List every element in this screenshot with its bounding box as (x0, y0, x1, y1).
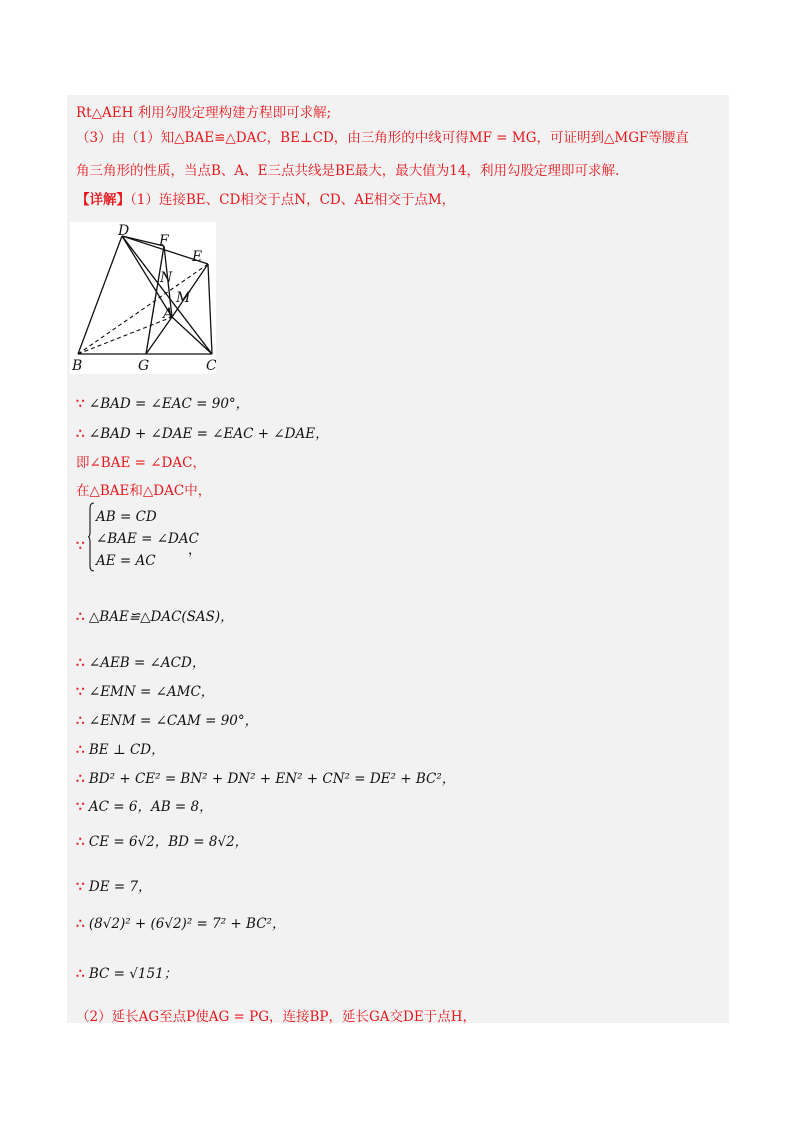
equation-system (96, 506, 199, 572)
proof-text-2: ∠BAD + ∠DAE = ∠EAC + ∠DAE， (88, 426, 329, 442)
text-line-last: （2）延长AG至点P使AG = PG，连接BP，延长GA交DE于点H， (76, 1009, 476, 1025)
proof-text-5: △BAE≌△DAC(SAS)， (88, 609, 234, 625)
label-N: N (160, 270, 173, 286)
label-A: A (163, 306, 174, 322)
proof-line-5 (76, 605, 234, 625)
proof-line-14 (76, 912, 285, 932)
proof-text-15: BC = √151； (88, 966, 178, 982)
because-symbol-4: ∵ (76, 799, 85, 815)
proof-text-6: ∠AEB = ∠ACD， (88, 655, 206, 671)
text-line-2: （3）由（1）知△BAE≌△DAC，BE⊥CD，由三角形的中线可得MF = MG，可证明到△MGF等腰直 (76, 130, 689, 146)
proof-line-8 (76, 709, 258, 729)
detail-text: （1）连接BE、CD相交于点N，CD、AE相交于点M， (130, 192, 456, 208)
therefore-symbol-3: ∴ (76, 655, 85, 671)
because-symbol-2: ∵ (76, 538, 85, 554)
proof-line-1 (76, 392, 249, 412)
proof-text-9: BE ⊥ CD， (88, 742, 165, 758)
label-C: C (206, 358, 216, 374)
label-D: D (118, 223, 130, 239)
proof-text-14: (8√2)² + (6√2)² = 7² + BC²， (88, 916, 286, 932)
therefore-symbol-6: ∴ (76, 771, 85, 787)
therefore-symbol-9: ∴ (76, 966, 85, 982)
label-E: E (192, 249, 203, 265)
proof-text-13: DE = 7， (88, 879, 152, 895)
therefore-symbol-8: ∴ (76, 916, 85, 932)
proof-line-system-symbol (76, 538, 85, 554)
proof-text-8: ∠ENM = ∠CAM = 90°， (88, 713, 259, 729)
proof-line-3: 即∠BAE = ∠DAC， (76, 455, 206, 471)
proof-line-10 (76, 767, 455, 787)
system-eq-2: ∠BAE = ∠DAC (96, 531, 199, 547)
label-F: F (159, 233, 169, 249)
therefore-symbol-2: ∴ (76, 609, 85, 625)
therefore-symbol-7: ∴ (76, 834, 85, 850)
system-eq-1: AB = CD (96, 509, 157, 525)
proof-line-13 (76, 875, 152, 895)
proof-text-10: BD² + CE² = BN² + DN² + EN² + CN² = DE² + BC²， (88, 771, 456, 787)
label-G: G (138, 358, 150, 374)
label-B: B (72, 358, 83, 374)
proof-text-11: AC = 6，AB = 8， (88, 799, 213, 815)
proof-line-12 (76, 830, 248, 850)
text-line-4 (76, 188, 455, 208)
detail-tag: 【详解】 (76, 192, 130, 208)
therefore-symbol-4: ∴ (76, 713, 85, 729)
proof-line-4: 在△BAE和△DAC中， (76, 483, 212, 499)
proof-line-6 (76, 651, 205, 671)
proof-line-7 (76, 680, 214, 700)
geometry-diagram (70, 222, 216, 374)
geometry-figure (70, 222, 216, 374)
proof-line-2 (76, 422, 329, 442)
proof-line-15 (76, 962, 177, 982)
proof-text-7: ∠EMN = ∠AMC， (88, 684, 215, 700)
text-line-1 (76, 101, 331, 121)
system-tail: ， (188, 542, 202, 558)
system-brace (88, 502, 94, 572)
proof-text-1: ∠BAD = ∠EAC = 90°， (88, 396, 250, 412)
label-M: M (176, 290, 191, 306)
proof-text-12: CE = 6√2，BD = 8√2， (88, 834, 249, 850)
proof-line-11 (76, 795, 213, 815)
because-symbol-5: ∵ (76, 879, 85, 895)
therefore-symbol-5: ∴ (76, 742, 85, 758)
system-eq-3: AE = AC (96, 553, 156, 569)
because-symbol: ∵ (76, 396, 85, 412)
because-symbol-3: ∵ (76, 684, 85, 700)
line-1-text: Rt△AEH 利用勾股定理构建方程即可求解; (76, 105, 332, 121)
text-line-3: 角三角形的性质，当点B、A、E三点共线是BE最大，最大值为14，利用勾股定理即可求解. (76, 163, 620, 179)
proof-line-9 (76, 738, 165, 758)
therefore-symbol: ∴ (76, 426, 85, 442)
